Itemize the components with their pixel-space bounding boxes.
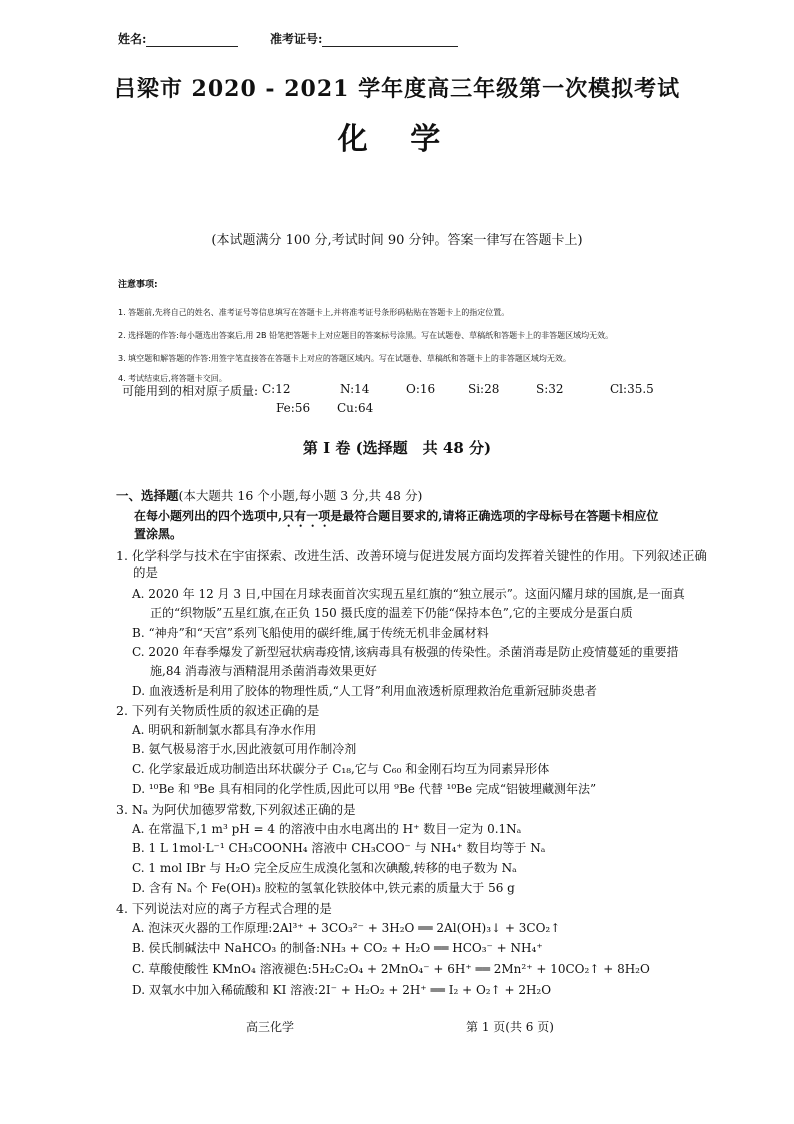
exam-number-blank	[322, 34, 458, 47]
section-instruction-line-2: 置涂黑。	[134, 527, 183, 541]
atomic-mass-value: C:12	[262, 382, 291, 396]
question-stem: 1. 化学科学与技术在宇宙探索、改进生活、改善环境与促进发展方面均发挥着关键性的作用。下列叙述正确	[116, 548, 707, 563]
question-stem: 2. 下列有关物质性质的叙述正确的是	[116, 703, 320, 718]
question-stem: 的是	[133, 565, 159, 580]
exam-intro: (本试题满分 100 分,考试时间 90 分钟。答案一律写在答题卡上)	[211, 233, 583, 248]
exam-number-field	[270, 30, 458, 47]
section-instruction	[134, 507, 658, 530]
atomic-mass-value: O:16	[406, 382, 436, 396]
atomic-mass-value: S:32	[536, 382, 564, 396]
section-title: 选择题	[141, 488, 179, 503]
option: C. 化学家最近成功制造出环状碳分子 C₁₈,它与 C₆₀ 和金刚石均互为同素异形体	[132, 762, 550, 776]
exam-number-label: 准考证号:	[270, 32, 323, 46]
atomic-mass-value: Cu:64	[337, 401, 374, 415]
part-one-heading: 第 Ⅰ 卷 (选择题 共 48 分)	[302, 439, 492, 457]
option: C. 1 mol IBr 与 H₂O 完全反应生成溴化氢和次碘酸,转移的电子数为 Nₐ	[132, 861, 517, 875]
instruction-text: 在每小题列出的四个选项中,	[134, 509, 283, 523]
exam-title: 吕梁市 2020 - 2021 学年度高三年级第一次模拟考试	[113, 76, 681, 102]
atomic-mass-value: Si:28	[468, 382, 500, 396]
footer-subject: 高三化学	[246, 1020, 295, 1034]
option: A. 明矾和新制氯水都具有净水作用	[132, 723, 317, 737]
question-stem: 3. Nₐ 为阿伏加德罗常数,下列叙述正确的是	[116, 802, 356, 817]
subject-title: 化 学	[337, 122, 457, 157]
note-item: 3. 填空题和解答题的作答:用签字笔直接答在答题卡上对应的答题区域内。写在试题卷、草稿纸和答题卡上的非答题区域均无效。	[118, 354, 571, 363]
option: B. “神舟”和“天宫”系列飞船使用的碳纤维,属于传统无机非金属材料	[132, 626, 489, 640]
name-label: 姓名:	[118, 32, 147, 46]
section-number: 一、	[116, 488, 142, 503]
notes-heading: 注意事项:	[118, 280, 158, 290]
option: A. 泡沫灭火器的工作原理:2Al³⁺ + 3CO₃²⁻ + 3H₂O ══ 2Al(OH)₃↓ + 3CO₂↑	[132, 921, 561, 935]
name-blank	[146, 34, 238, 47]
atomic-mass-value: N:14	[340, 382, 370, 396]
atomic-mass-label: 可能用到的相对原子质量:	[122, 384, 259, 398]
option: C. 草酸使酸性 KMnO₄ 溶液褪色:5H₂C₂O₄ + 2MnO₄⁻ + 6H⁺ ══ 2Mn²⁺ + 10CO₂↑ + 8H₂O	[132, 962, 650, 976]
page-number: 第 1 页(共 6 页)	[466, 1020, 554, 1034]
option: A. 在常温下,1 m³ pH = 4 的溶液中由水电离出的 H⁺ 数目一定为 0.1Nₐ	[132, 822, 522, 836]
option-continued: 施,84 消毒液与酒精混用杀菌消毒效果更好	[150, 664, 377, 678]
atomic-mass-value: Fe:56	[276, 401, 311, 415]
option: B. 氨气极易溶于水,因此液氨可用作制冷剂	[132, 742, 357, 756]
option-continued: 正的“织物版”五星红旗,在正负 150 摄氏度的温差下仍能“保持本色”,它的主要成分是蛋白质	[150, 606, 633, 620]
note-item: 1. 答题前,先将自己的姓名、准考证号等信息填写在答题卡上,并将准考证号条形码粘贴在答题卡上的指定位置。	[118, 308, 510, 317]
instruction-emphasis: 只有一项	[282, 509, 331, 523]
option: C. 2020 年春季爆发了新型冠状病毒疫情,该病毒具有极强的传染性。杀菌消毒是防止疫情蔓延的重要措	[132, 645, 679, 659]
option: D. 血液透析是利用了胶体的物理性质,“人工肾”利用血液透析原理救治危重新冠肺炎患者	[132, 684, 597, 698]
option: B. 侯氏制碱法中 NaHCO₃ 的制备:NH₃ + CO₂ + H₂O ══ HCO₃⁻ + NH₄⁺	[132, 941, 543, 955]
note-item: 4. 考试结束后,将答题卡交回。	[118, 374, 227, 383]
option: A. 2020 年 12 月 3 日,中国在月球表面首次实现五星红旗的“独立展示”。这面闪耀月球的国旗,是一面真	[132, 587, 685, 601]
instruction-text: 是最符合题目要求的,请将正确选项的字母标号在答题卡相应位	[330, 509, 659, 523]
option: D. 含有 Nₐ 个 Fe(OH)₃ 胶粒的氢氧化铁胶体中,铁元素的质量大于 56 g	[132, 881, 515, 895]
option: B. 1 L 1mol·L⁻¹ CH₃COONH₄ 溶液中 CH₃COO⁻ 与 NH₄⁺ 数目均等于 Nₐ	[132, 841, 546, 855]
option: D. 双氧水中加入稀硫酸和 KI 溶液:2I⁻ + H₂O₂ + 2H⁺ ══ I₂ + O₂↑ + 2H₂O	[132, 983, 552, 997]
name-field	[118, 30, 238, 47]
atomic-mass-value: Cl:35.5	[610, 382, 654, 396]
question-stem: 4. 下列说法对应的离子方程式合理的是	[116, 901, 332, 916]
option: D. ¹⁰Be 和 ⁹Be 具有相同的化学性质,因此可以用 ⁹Be 代替 ¹⁰Be 完成“铝铍埋藏测年法”	[132, 782, 597, 796]
section-heading	[116, 486, 422, 504]
note-item: 2. 选择题的作答:每小题选出答案后,用 2B 铅笔把答题卡上对应题目的答案标号涂黑。写在试题卷、草稿纸和答题卡上的非答题区域均无效。	[118, 331, 614, 340]
section-description: (本大题共 16 个小题,每小题 3 分,共 48 分)	[178, 488, 423, 503]
